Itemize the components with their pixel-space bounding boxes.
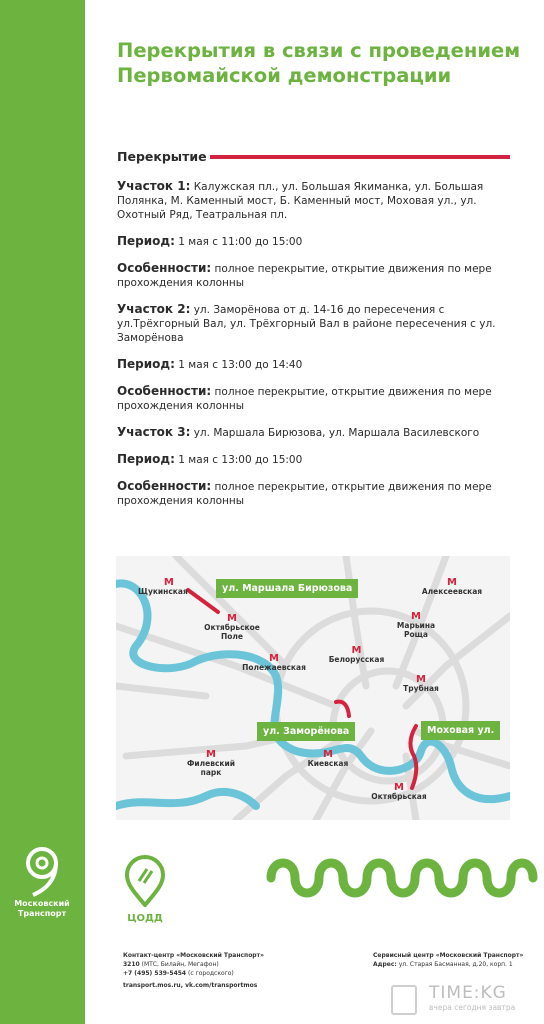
item-text: ул. Маршала Бирюзова, ул. Маршала Василевского (190, 427, 480, 439)
city-phone-note: (с городского) (186, 970, 234, 977)
station-oktyabrskoe-pole (202, 614, 262, 641)
item-text: ул. Заморёнова от д. 14-16 до пересечения с ул.Трёхгорный Вал, ул. Трёхгорный Вал в районе пересечения с ул. Заморёнова (117, 304, 496, 344)
station-label: Полежаевская (242, 663, 306, 672)
cods-pin-icon (123, 855, 167, 907)
logo-line-2: Транспорт (17, 909, 67, 918)
item-label: Участок 3: (117, 425, 191, 439)
station-maryina-roscha (386, 612, 446, 639)
service-title: Сервисный центр «Московский Транспорт» (373, 952, 524, 959)
list-item (117, 384, 517, 413)
item-label: Период: (117, 452, 175, 466)
metro-icon: М (206, 749, 216, 760)
list-item (117, 425, 517, 440)
short-phone-note: (МТС, Билайн, Мегафон) (139, 961, 219, 968)
item-label: Период: (117, 357, 175, 371)
list-item (117, 234, 517, 249)
list-item (117, 302, 517, 345)
contact-center-info (123, 951, 353, 990)
metro-icon: М (411, 611, 421, 622)
station-label: Октябрьская (371, 792, 427, 801)
section-rule (210, 155, 510, 159)
item-label: Участок 1: (117, 179, 191, 193)
station-label: Филевский парк (186, 759, 236, 777)
station-polezhaevskaya (234, 654, 314, 672)
moscow-transport-logo (10, 845, 74, 919)
station-label: Октябрьское Поле (204, 623, 260, 641)
item-label: Особенности: (117, 479, 212, 493)
list-item (117, 261, 517, 290)
station-label: Киевская (307, 759, 349, 768)
item-text: Калужская пл., ул. Большая Якиманка, ул. Большая Полянка, М. Каменный мост, Б. Каменный мост, Моховая ул., ул. Охотный Ряд, Театральная пл. (117, 181, 484, 221)
metro-icon: М (447, 577, 457, 588)
station-trubnaya (396, 675, 446, 693)
station-kievskaya (298, 750, 358, 768)
metro-icon: М (323, 749, 333, 760)
metro-icon: М (227, 613, 237, 624)
metro-icon: М (394, 782, 404, 793)
section-heading: Перекрытие (117, 149, 207, 164)
list-item (117, 479, 517, 508)
item-text: 1 мая с 13:00 до 15:00 (174, 454, 303, 466)
tag-biryuzova: ул. Маршала Бирюзова (216, 579, 358, 598)
item-text: 1 мая с 13:00 до 14:40 (174, 359, 303, 371)
station-label: Трубная (403, 684, 439, 693)
station-label: Щукинская (138, 587, 188, 596)
city-phone: +7 (495) 539-5454 (123, 970, 187, 977)
list-item (117, 452, 517, 467)
item-text: полное перекрытие, открытие движения по мере прохождения колонны (117, 481, 492, 507)
hourglass-icon (391, 985, 417, 1015)
station-label: Белорусская (328, 655, 385, 664)
closures-list (117, 179, 517, 520)
watermark (391, 983, 541, 1021)
station-filevsky-park (176, 750, 246, 777)
page-title: Перекрытия в связи с проведением Первомайской демонстрации (117, 39, 521, 87)
short-phone: 3210 (123, 961, 140, 968)
item-text: полное перекрытие, открытие движения по мере прохождения колонны (117, 263, 492, 289)
item-text: полное перекрытие, открытие движения по мере прохождения колонны (117, 386, 492, 412)
tag-mokhovaya: Моховая ул. (421, 721, 500, 740)
station-label: Марьина Роща (396, 621, 436, 639)
address-label: Адрес: (373, 961, 397, 968)
metro-icon: М (163, 577, 174, 588)
service-center-info (373, 951, 533, 969)
cods-logo (120, 855, 170, 924)
station-label: Алексеевская (421, 587, 483, 596)
item-label: Период: (117, 234, 175, 248)
watermark-main: TIME:KG (429, 983, 507, 1003)
decorative-wave (263, 852, 538, 902)
websites: transport.mos.ru, vk.com/transportmos (123, 982, 258, 989)
item-label: Особенности: (117, 261, 212, 275)
station-shchukinskaya (138, 578, 188, 596)
metro-icon: М (416, 674, 426, 685)
item-label: Участок 2: (117, 302, 191, 316)
list-item (117, 179, 517, 222)
metro-icon: М (351, 645, 362, 656)
station-alekseevskaya (412, 578, 492, 596)
station-belorusskaya (314, 646, 399, 664)
watermark-sub: вчера сегодня завтра (429, 1003, 516, 1012)
list-item (117, 357, 517, 372)
metro-icon: М (269, 653, 279, 664)
address-text: ул. Старая Басманная, д.20, корп. 1 (396, 961, 513, 968)
cods-label: ЦОДД (127, 913, 163, 924)
tag-zamorenova: ул. Заморёнова (257, 722, 355, 741)
item-text: 1 мая с 11:00 до 15:00 (174, 236, 303, 248)
logo-line-1: Московский (14, 899, 70, 908)
closures-map (116, 556, 510, 820)
contact-title: Контакт-центр «Московский Транспорт» (123, 952, 264, 959)
transport-logo-icon (19, 845, 65, 897)
station-oktyabrskaya (364, 783, 434, 801)
item-label: Особенности: (117, 384, 212, 398)
